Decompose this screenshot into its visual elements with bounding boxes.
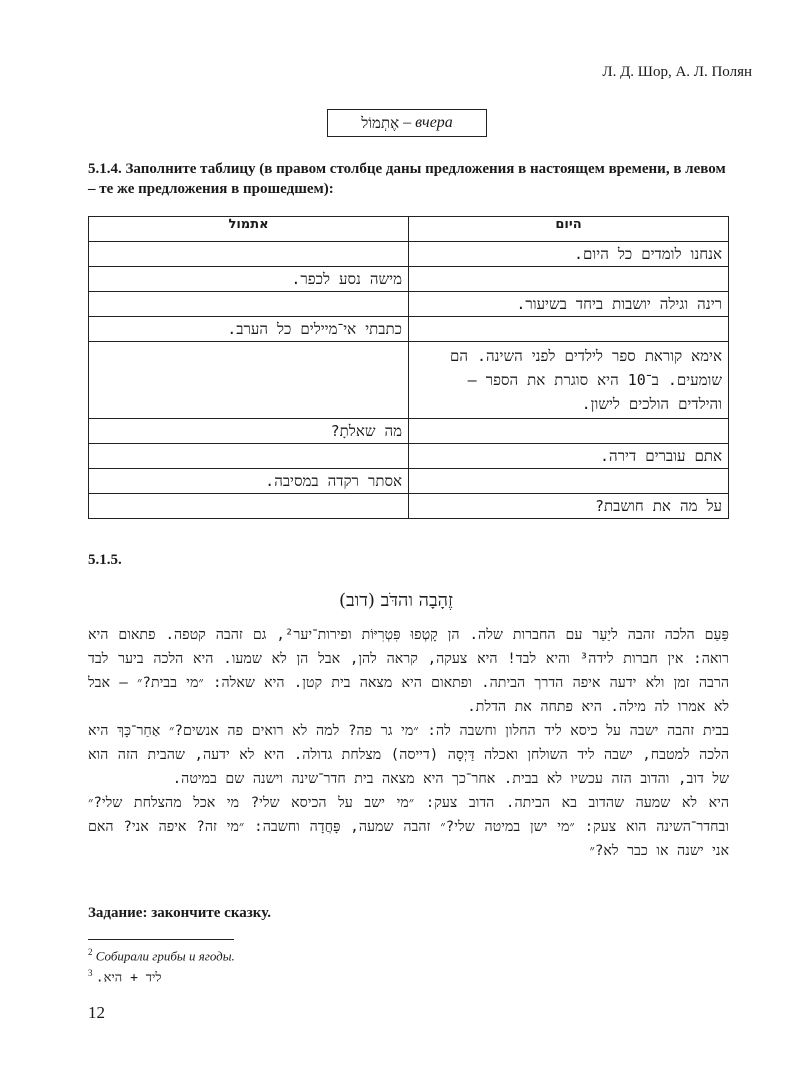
cell-present: על מה את חושבת? xyxy=(409,494,729,519)
table-row xyxy=(89,267,729,292)
story-title: זֶהָבָה והדֹּב (דוב) xyxy=(338,590,454,611)
cell-present: אתם עוברים דירה. xyxy=(409,444,729,469)
footnote-divider xyxy=(88,939,234,940)
cell-past: כתבתי אי־מיילים כל הערב. xyxy=(89,317,409,342)
table-row xyxy=(89,494,729,519)
exercise-515-label: 5.1.5. xyxy=(88,552,122,568)
footnote-number: 2 xyxy=(88,947,93,957)
story-paragraph: היא לא שמעה שהדוב בא הביתה. הדוב צעק: ״מי ישב על הכיסא שלי? מי אכל מהצלחת שלי?״ ובחדר־השינה הוא צעק: ״מי ישן במיטה שלי?״ זהבה שמעה, פָּחֲדָה וחשבה: ״מי זה? איפה אני? האם אני ישנה או כבר לא?״ xyxy=(88,795,729,859)
table-row xyxy=(89,469,729,494)
cell-present: רינה וגילה יושבות ביחד בשיעור. xyxy=(409,292,729,317)
table-row xyxy=(89,242,729,267)
page-number: 12 xyxy=(88,1003,105,1022)
cell-present[interactable] xyxy=(409,469,729,494)
cell-past: מישה נסע לכפר. xyxy=(89,267,409,292)
footnote-3 xyxy=(88,968,162,985)
vocab-box xyxy=(327,109,487,137)
table-row xyxy=(89,317,729,342)
story-paragraph: פַּעַם הלכה זהבה ליַעַר עם החברות שלה. הן קָטְפוּ פִּטְרִיּוֹת ופירות־יער², גם זהבה קטפה. פתאום היא רואה: אין חברות לידה³ והיא לבד! היא צעקה, קראה להן, אבל הן לא שמעו. היא הלכה ביער לבד הרבה זמן ולא ידעה איפה הדרך הביתה. ופתאום היא מצאה בית קטן. היא שאלה: ״מי בבית?״ – אבל לא אמרו לה מילה. היא פתחה את הדלת. xyxy=(88,627,729,715)
story-text xyxy=(88,623,729,863)
footnote-text: Собирали грибы и ягоды. xyxy=(95,948,235,964)
table-row xyxy=(89,342,729,419)
cell-past[interactable] xyxy=(89,242,409,267)
column-header-today: היום xyxy=(409,217,729,242)
footnote-number: 3 xyxy=(88,968,93,978)
cell-present[interactable] xyxy=(409,419,729,444)
exercise-table xyxy=(88,216,729,519)
table-header-row xyxy=(89,217,729,242)
footnote-text: ליד + היא. xyxy=(95,970,162,986)
column-header-yesterday: אתמול xyxy=(89,217,409,242)
cell-present[interactable] xyxy=(409,267,729,292)
table-row xyxy=(89,419,729,444)
table-row xyxy=(89,292,729,317)
cell-present: אימא קוראת ספר לילדים לפני השינה. הם שומעים. ב־10 היא סוגרת את הספר – והילדים הולכים לישון. xyxy=(409,342,729,419)
cell-past[interactable] xyxy=(89,292,409,317)
table-row xyxy=(89,444,729,469)
cell-past: מה שאלתָ? xyxy=(89,419,409,444)
footnote-2 xyxy=(88,947,235,964)
vocab-hebrew: אֶתְמוֹל xyxy=(361,113,400,132)
cell-present[interactable] xyxy=(409,317,729,342)
exercise-514-instructions: 5.1.4. Заполните таблицу (в правом столбце даны предложения в настоящем времени, в левом – те же предложения в прошедшем): xyxy=(88,161,726,197)
cell-past: אסתר רקדה במסיבה. xyxy=(89,469,409,494)
cell-present: אנחנו לומדים כל היום. xyxy=(409,242,729,267)
story-paragraph: בבית זהבה ישבה על כיסא ליד החלון וחשבה לה: ״מי גר פה? למה לא רואים פה אנשים?״ אַחַר־כָּךְ היא הלכה למטבח, ישבה ליד השולחן ואכלה דַּיְסָה (דייסה) מצלחת גדולה. היא לא ידעה, שהבית הזה הוא של דוב, והדוב הזה עכשיו לא בבית. אחר־כך היא מצאה בית חדר־שינה וישנה שם במיטה. xyxy=(88,723,729,787)
cell-past[interactable] xyxy=(89,494,409,519)
cell-past[interactable] xyxy=(89,444,409,469)
cell-past[interactable] xyxy=(89,342,409,419)
vocab-russian: – вчера xyxy=(403,114,453,131)
assignment: Задание: закончите сказку. xyxy=(88,905,271,921)
running-header: Л. Д. Шор, А. Л. Полян xyxy=(602,64,752,80)
